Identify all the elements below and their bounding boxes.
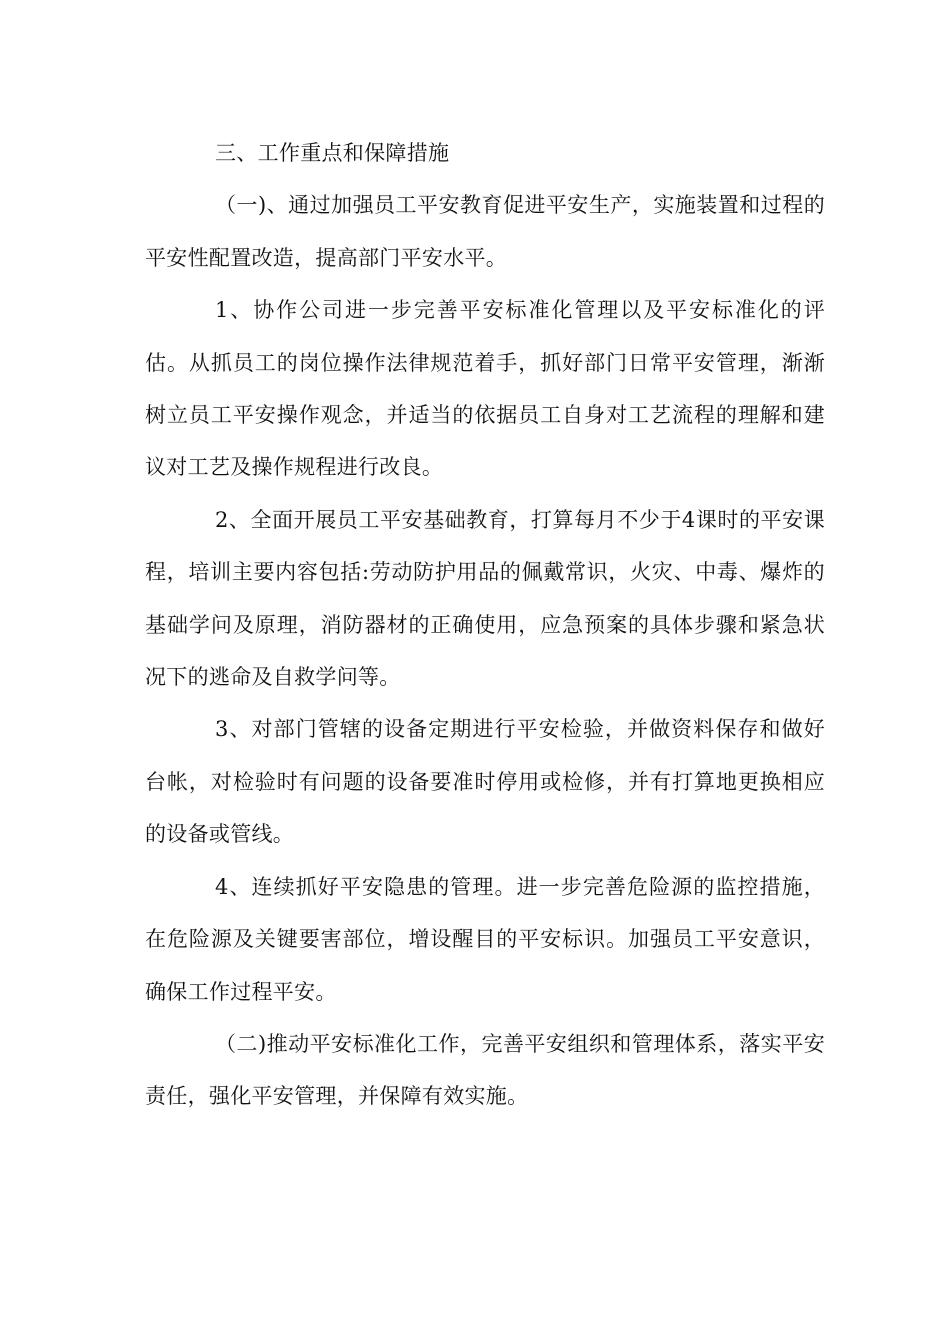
paragraph-6: （二)推动平安标准化工作，完善平安组织和管理体系，落实平安责任，强化平安管理，并保障有效实施。 [145,1031,825,1109]
paragraph-4: 3、对部门管辖的设备定期进行平安检验，并做资料保存和做好台帐，对检验时有问题的设备要准时停用或检修，并有打算地更换相应的设备或管线。 [145,717,825,847]
document-body [145,127,825,1123]
paragraph-3: 2、全面开展员工平安基础教育，打算每月不少于4课时的平安课程，培训主要内容包括:劳动防护用品的佩戴常识，火灾、中毒、爆炸的基础学问及原理，消防器材的正确使用，应急预案的具体步骤和紧急状况下的逃命及自救学问等。 [145,507,825,690]
paragraph-1: （一)、通过加强员工平安教育促进平安生产，实施装置和过程的平安性配置改造，提高部门平安水平。 [145,193,825,270]
paragraph-5: 4、连续抓好平安隐患的管理。进一步完善危险源的监控措施，在危险源及关键要害部位，增设醒目的平安标识。加强员工平安意识，确保工作过程平安。 [145,874,825,1004]
paragraph-2: 1、协作公司进一步完善平安标准化管理以及平安标准化的评估。从抓员工的岗位操作法律规范着手，抓好部门日常平安管理，渐渐树立员工平安操作观念，并适当的依据员工自身对工艺流程的理解和建议对工艺及操作规程进行改良。 [145,298,825,480]
section-heading: 三、工作重点和保障措施 [215,141,450,165]
